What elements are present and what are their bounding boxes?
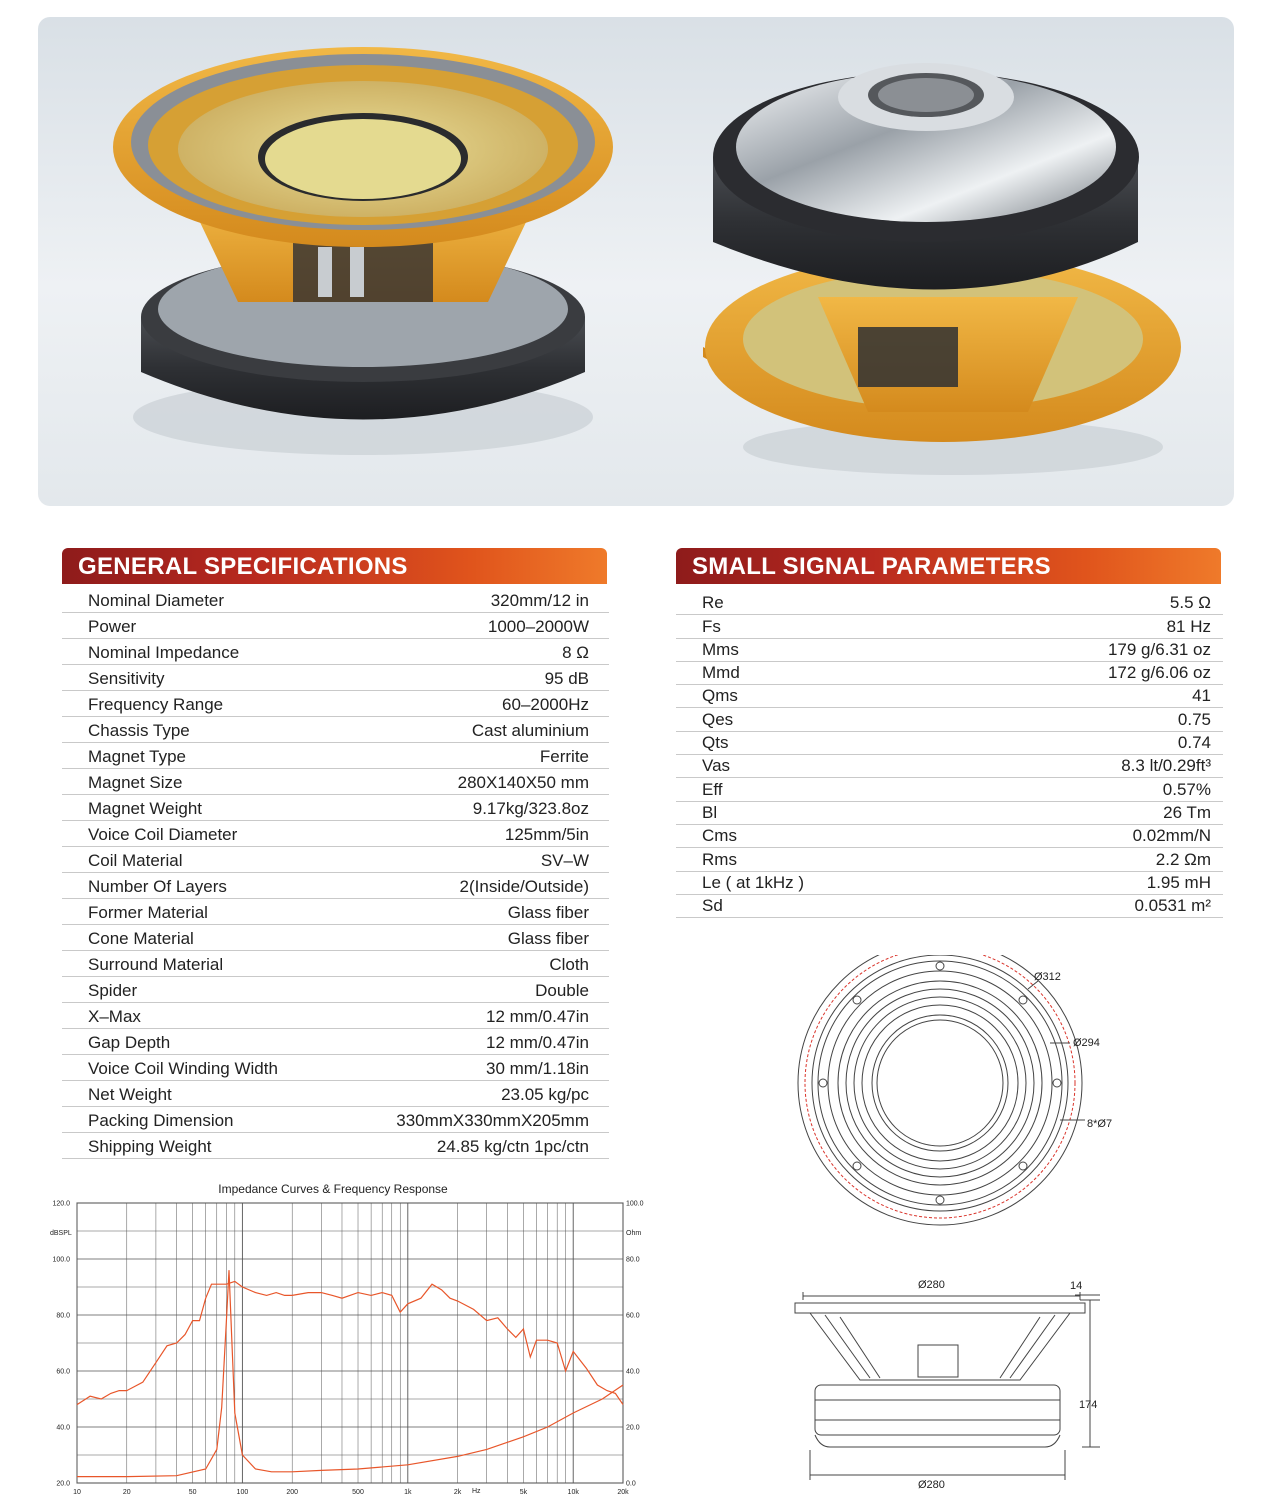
spec-value: Glass fiber [507,929,589,948]
general-specifications-header: GENERAL SPECIFICATIONS [62,548,607,584]
spec-row [62,1107,609,1133]
spec-row [62,821,609,847]
spec-label: Fs [702,616,721,636]
spec-value: 1.95 mH [1146,872,1211,892]
spec-label: X–Max [88,1007,141,1026]
spec-value: Ferrite [539,747,589,766]
spec-value: 24.85 kg/ctn 1pc/ctn [436,1137,589,1156]
spec-value: 2.2 Ωm [1155,849,1211,869]
spec-value: 12 mm/0.47in [486,1007,589,1026]
spec-row [676,872,1223,895]
spec-label: Mms [702,639,739,659]
spec-value: SV–W [540,851,589,870]
dim-174-label: 174 [1079,1399,1098,1411]
spec-row [676,662,1223,685]
chart-x-tick-label: 10k [567,1489,579,1496]
spec-row [62,587,609,613]
spec-row [676,639,1223,662]
chart-y-right-tick-label: 100.0 [626,1200,644,1208]
spec-label: Packing Dimension [88,1111,234,1130]
spec-value: 125mm/5in [504,825,589,844]
spec-label: Nominal Diameter [88,591,225,610]
spec-row [676,685,1223,708]
chart-x-tick-label: 1k [404,1489,412,1496]
spec-value: 12 mm/0.47in [486,1033,589,1052]
spec-row [62,613,609,639]
spec-value: 0.75 [1177,709,1211,729]
side-view-drawing [795,1292,1100,1480]
spec-value: 0.74 [1177,733,1211,753]
spec-row [62,847,609,873]
spec-row [676,615,1223,638]
technical-drawing [770,955,1150,1495]
spec-label: Bl [702,802,718,822]
spec-value: 95 dB [544,669,589,688]
spec-row [676,708,1223,731]
spec-label: Rms [702,849,737,869]
chart-x-tick-label: 100 [236,1489,249,1496]
spec-label: Voice Coil Winding Width [88,1059,278,1078]
spec-label: Le ( at 1kHz ) [702,872,805,892]
spec-label: Sd [702,896,723,916]
spec-value: Cloth [549,955,589,974]
spec-label: Gap Depth [88,1033,171,1052]
spec-label: Shipping Weight [88,1137,212,1156]
chart-y-right-tick-label: 0.0 [626,1480,636,1488]
spec-label: Number Of Layers [88,877,227,896]
small-signal-parameters-table [676,592,1223,918]
spec-label: Cone Material [88,929,194,948]
spec-row [62,743,609,769]
spec-value: 30 mm/1.18in [486,1059,589,1078]
chart-x-tick-label: 200 [286,1489,299,1496]
spec-row [62,769,609,795]
spec-label: Nominal Impedance [88,643,240,662]
spec-row [62,639,609,665]
chart-x-tick-label: 2k [453,1489,462,1496]
spec-label: Power [88,617,137,636]
spec-label: Magnet Type [88,747,186,766]
chart-y-right-tick-label: 20.0 [626,1424,640,1432]
spec-value: 8 Ω [562,643,589,662]
spec-row [62,691,609,717]
spec-row [676,848,1223,871]
spec-value: 5.5 Ω [1169,593,1211,613]
chart-y-left-tick-label: 60.0 [56,1368,70,1376]
dim-14-label: 14 [1070,1280,1083,1292]
spec-label: Former Material [88,903,208,922]
spec-label: Qms [702,686,738,706]
spec-label: Mmd [702,663,740,683]
spec-label: Frequency Range [88,695,224,714]
spec-value: 330mmX330mmX205mm [396,1111,589,1130]
chart-y-right-tick-label: 80.0 [626,1256,640,1264]
chart-x-tick-label: 10 [73,1489,81,1496]
spec-value: 41 [1192,686,1211,706]
chart-y-left-tick-label: 80.0 [56,1312,70,1320]
chart-ylabel-right: Ohm [626,1230,642,1237]
spec-value: 26 Tm [1163,802,1211,822]
spec-label: Sensitivity [88,669,165,688]
chart-xlabel: Hz [472,1488,481,1495]
impedance-curve-line [77,1270,623,1476]
dim-280-bottom-label: Ø280 [918,1479,945,1491]
spec-row [62,873,609,899]
front-view-drawing [798,955,1085,1225]
spec-label: Magnet Size [88,773,183,792]
spec-row [62,899,609,925]
spec-label: Surround Material [88,955,224,974]
spec-row [62,951,609,977]
chart-y-right-tick-label: 60.0 [626,1312,640,1320]
dim-holes-label: 8*Ø7 [1087,1118,1113,1130]
spec-row [62,1081,609,1107]
spec-value: 2(Inside/Outside) [459,877,589,896]
chart-x-tick-label: 5k [519,1489,528,1496]
chart-y-right-tick-label: 40.0 [626,1368,640,1376]
speaker-photos [38,17,1234,506]
spec-label: Eff [702,779,723,799]
spec-row [676,895,1223,918]
chart-y-left-tick-label: 40.0 [56,1424,70,1432]
chart-y-left-tick-label: 120.0 [52,1200,70,1208]
spec-label: Magnet Weight [88,799,203,818]
spec-label: Voice Coil Diameter [88,825,238,844]
spec-label: Spider [88,981,138,1000]
spec-label: Vas [702,756,731,776]
spec-value: 8.3 lt/0.29ft³ [1121,756,1211,776]
small-signal-parameters-header: SMALL SIGNAL PARAMETERS [676,548,1221,584]
spec-label: Chassis Type [88,721,190,740]
spec-value: Glass fiber [507,903,589,922]
spec-label: Net Weight [88,1085,172,1104]
chart-x-tick-label: 50 [188,1489,197,1496]
product-photo-panel [38,17,1234,506]
spec-row [62,1029,609,1055]
spec-row [676,802,1223,825]
chart-ylabel-left: dBSPL [50,1230,72,1237]
spec-value: 9.17kg/323.8oz [472,799,589,818]
speaker-front-photo [113,47,613,455]
spec-row [676,778,1223,801]
spec-value: 179 g/6.31 oz [1107,639,1211,659]
spec-value: 0.02mm/N [1132,826,1211,846]
dim-280-top-label: Ø280 [918,1279,945,1291]
spec-row [676,825,1223,848]
spec-row [676,592,1223,615]
spec-label: Re [702,593,724,613]
spec-row [676,732,1223,755]
spec-row [62,925,609,951]
spec-row [62,1133,609,1159]
dim-312-label: Ø312 [1034,971,1061,983]
spec-value: 280X140X50 mm [457,773,589,792]
spec-value: 320mm/12 in [490,591,589,610]
spec-value: 0.57% [1162,779,1211,799]
spec-value: 23.05 kg/pc [501,1085,589,1104]
chart-y-left-tick-label: 100.0 [52,1256,70,1264]
chart-x-tick-label: 20k [617,1489,629,1496]
spec-label: Cms [702,826,737,846]
spec-label: Qes [702,709,734,729]
spec-row [62,665,609,691]
dim-294-label: Ø294 [1073,1037,1100,1049]
spec-value: Double [535,981,589,1000]
spec-row [62,1055,609,1081]
spec-row [62,977,609,1003]
spec-value: 0.0531 m² [1134,896,1211,916]
spec-value: 172 g/6.06 oz [1107,663,1211,683]
spec-label: Coil Material [88,851,183,870]
chart-x-tick-label: 20 [122,1489,131,1496]
spec-row [62,1003,609,1029]
spec-value: Cast aluminium [471,721,589,740]
speaker-rear-photo [703,63,1181,475]
spec-row [676,755,1223,778]
spec-value: 60–2000Hz [502,695,589,714]
chart-x-tick-label: 500 [352,1489,364,1496]
chart-y-left-tick-label: 20.0 [56,1480,70,1488]
spec-row [62,717,609,743]
spec-row [62,795,609,821]
spec-value: 1000–2000W [487,617,589,636]
spec-label: Qts [702,733,729,753]
general-specifications-table [62,587,609,1159]
impedance-frequency-chart [40,1178,650,1498]
spec-value: 81 Hz [1166,616,1211,636]
chart-title: Impedance Curves & Frequency Response [218,1182,448,1196]
